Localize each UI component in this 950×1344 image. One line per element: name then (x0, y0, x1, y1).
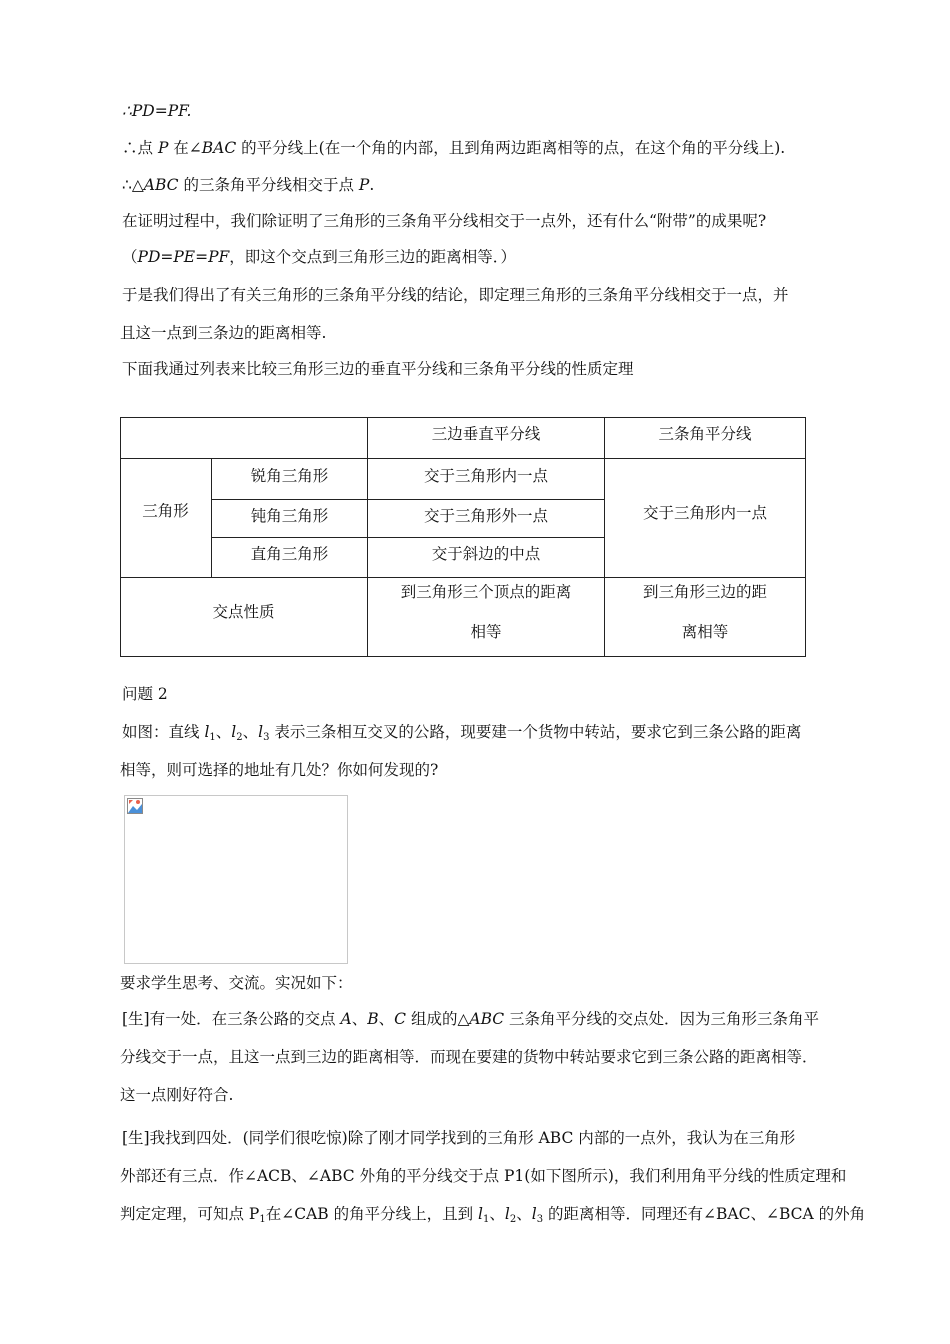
text-line: 在证明过程中，我们除证明了三角形的三条角平分线相交于一点外，还有什么“附带”的成果呢? (122, 212, 767, 230)
problem-heading: 问题 2 (122, 685, 168, 703)
figure-placeholder (124, 795, 348, 964)
var-span: l (504, 1205, 510, 1223)
var-span: ABC (469, 1010, 505, 1028)
text-span: ，即这个交点到三角形三边的距离相等．） (229, 248, 517, 266)
text-line: 于是我们得出了有关三角形的三条角平分线的结论，即定理三角形的三条角平分线相交于一点，并 (122, 286, 789, 304)
row-label-acute: 锐角三角形 (250, 467, 329, 485)
property-perp-line2: 相等 (470, 623, 502, 641)
header-perpendicular-bisector: 三边垂直平分线 (431, 425, 541, 443)
broken-image-icon (127, 798, 143, 814)
subscript: 1 (259, 1214, 266, 1225)
property-angle-line1: 到三角形三边的距 (642, 583, 767, 601)
var-span: P (157, 139, 169, 157)
text-span: 的平分线上(在一个角的内部，且到角两边距离相等的点，在这个角的平分线上). (236, 139, 786, 157)
text-line: 分线交于一点，且这一点到三边的距离相等．而现在要建的货物中转站要求它到三条公路的距离相等． (120, 1048, 818, 1066)
text-span: 如图：直线 (122, 723, 205, 741)
text-span: 表示三条相互交叉的公路，现要建一个货物中转站，要求它到三条公路的距离 (269, 723, 802, 741)
property-label: 交点性质 (212, 603, 275, 621)
text-span: 、 (378, 1010, 395, 1028)
property-perp-line1: 到三角形三个顶点的距离 (400, 583, 572, 601)
angle-result: 交于三角形内一点 (642, 504, 767, 522)
text-span: 、 (242, 723, 259, 741)
text-line: [生]我找到四处．(同学们很吃惊)除了刚才同学找到的三角形 ABC 内部的一点外，我认为在三角形 (122, 1129, 796, 1147)
text-line: 外部还有三点．作∠ACB、∠ABC 外角的平分线交于点 P1(如下图所示)，我们利用角平分线的性质定理和 (120, 1167, 847, 1185)
text-line (122, 247, 516, 267)
text-span: 组成的△ (406, 1010, 470, 1028)
text-line (122, 722, 801, 742)
text-span: 在∠CAB 的角平分线上，且到 (265, 1205, 479, 1223)
row-label-right: 直角三角形 (250, 545, 329, 563)
var-span: BAC (201, 139, 237, 157)
perp-result-acute: 交于三角形内一点 (423, 467, 548, 485)
var-span: l (531, 1205, 537, 1223)
subscript: 2 (509, 1214, 517, 1225)
comparison-table (120, 417, 806, 657)
text-span: 、 (516, 1205, 532, 1223)
subscript: 2 (236, 732, 243, 743)
text-span: 三条角平分线的交点处．因为三角形三条角平 (504, 1010, 820, 1028)
text-span: 、 (489, 1205, 505, 1223)
header-angle-bisector: 三条角平分线 (658, 425, 752, 443)
subscript: 1 (483, 1214, 490, 1225)
text-line: 且这一点到三条边的距离相等. (120, 324, 327, 342)
text-span: 、 (351, 1010, 368, 1028)
row-label-obtuse: 钝角三角形 (250, 507, 329, 525)
text-line: 相等，则可选择的地址有几处？你如何发现的? (120, 761, 439, 779)
text-line (122, 101, 191, 121)
perp-result-obtuse: 交于三角形外一点 (423, 507, 548, 525)
var-span: P (358, 176, 370, 194)
text-span: 的距离相等．同理还有∠BAC、∠BCA 的外角 (543, 1205, 866, 1223)
text-span: ∴点 (122, 139, 158, 157)
text-line (122, 138, 785, 158)
row-group-triangle: 三角形 (142, 502, 189, 520)
var-span: l (204, 723, 210, 741)
var-span: B (367, 1010, 379, 1028)
var-span: PD=PE=PF (137, 248, 230, 266)
text-line (122, 175, 374, 195)
subscript: 1 (209, 732, 216, 743)
var-span: l (231, 723, 237, 741)
subscript: 3 (263, 732, 270, 743)
proof-step: ∴PD=PF. (122, 102, 192, 120)
text-line (122, 1009, 819, 1029)
perp-result-right: 交于斜边的中点 (431, 545, 541, 563)
var-span: C (394, 1010, 407, 1028)
var-span: l (258, 723, 264, 741)
text-span: ∴△ (122, 176, 144, 194)
var-span: A (340, 1010, 352, 1028)
text-span: 、 (215, 723, 232, 741)
text-line: 要求学生思考、交流。实况如下： (120, 974, 353, 992)
text-span: 的三条角平分线相交于点 (178, 176, 359, 194)
property-angle-line2: 离相等 (681, 623, 729, 641)
text-line (120, 1204, 865, 1224)
text-span: 判定定理，可知点 P (120, 1205, 260, 1223)
text-line: 下面我通过列表来比较三角形三边的垂直平分线和三条角平分线的性质定理 (122, 360, 634, 378)
var-span: ABC (143, 176, 179, 194)
subscript: 3 (536, 1214, 544, 1225)
text-span: [生]有一处．在三条公路的交点 (122, 1010, 341, 1028)
text-span: 在∠ (168, 139, 202, 157)
text-span: （ (122, 248, 138, 266)
text-line: 这一点刚好符合. (120, 1086, 234, 1104)
var-span: l (478, 1205, 483, 1223)
text-span: . (369, 176, 375, 194)
